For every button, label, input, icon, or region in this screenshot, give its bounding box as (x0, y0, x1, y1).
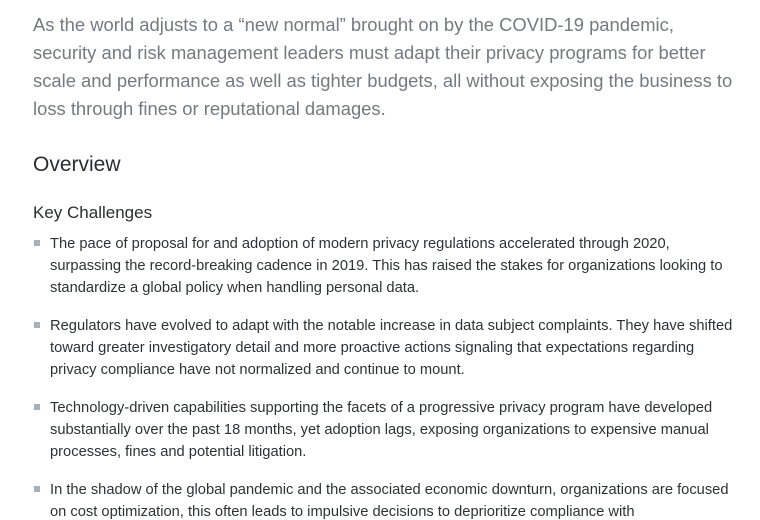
list-item-text: The pace of proposal for and adoption of modern privacy regulations accelerated through 2020, surpassing the record-breaking cadence in 2019. This has raised the stakes for organizations looking to standardize a global policy when handling personal data. (50, 236, 723, 296)
key-challenges-heading: Key Challenges (33, 203, 153, 222)
key-challenges-list (33, 233, 733, 520)
list-item (33, 315, 733, 381)
overview-heading: Overview (33, 153, 121, 176)
list-item-text: In the shadow of the global pandemic and the associated economic downturn, organizations are focused on cost optimization, this often leads to impulsive decisions to deprioritize compliance with (50, 482, 729, 520)
square-bullet-icon (34, 322, 40, 328)
list-item-text: Regulators have evolved to adapt with the notable increase in data subject complaints. They have shifted toward greater investigatory detail and more proactive actions signaling that expectations regarding privacy compliance have not normalized and continue to mount. (50, 318, 733, 378)
square-bullet-icon (34, 240, 40, 246)
list-item (33, 479, 733, 520)
list-item (33, 233, 733, 299)
intro-paragraph: As the world adjusts to a “new normal” brought on by the COVID-19 pandemic, security and risk management leaders must adapt their privacy programs for better scale and performance as well as tighter budgets, all without exposing the business to loss through fines or reputational damages. (33, 14, 733, 119)
list-item-text: Technology-driven capabilities supporting the facets of a progressive privacy program have developed substantially over the past 18 months, yet adoption lags, exposing organizations to expensive manual processes, fines and potential litigation. (50, 400, 713, 460)
list-item (33, 397, 733, 463)
square-bullet-icon (34, 486, 40, 492)
square-bullet-icon (34, 404, 40, 410)
